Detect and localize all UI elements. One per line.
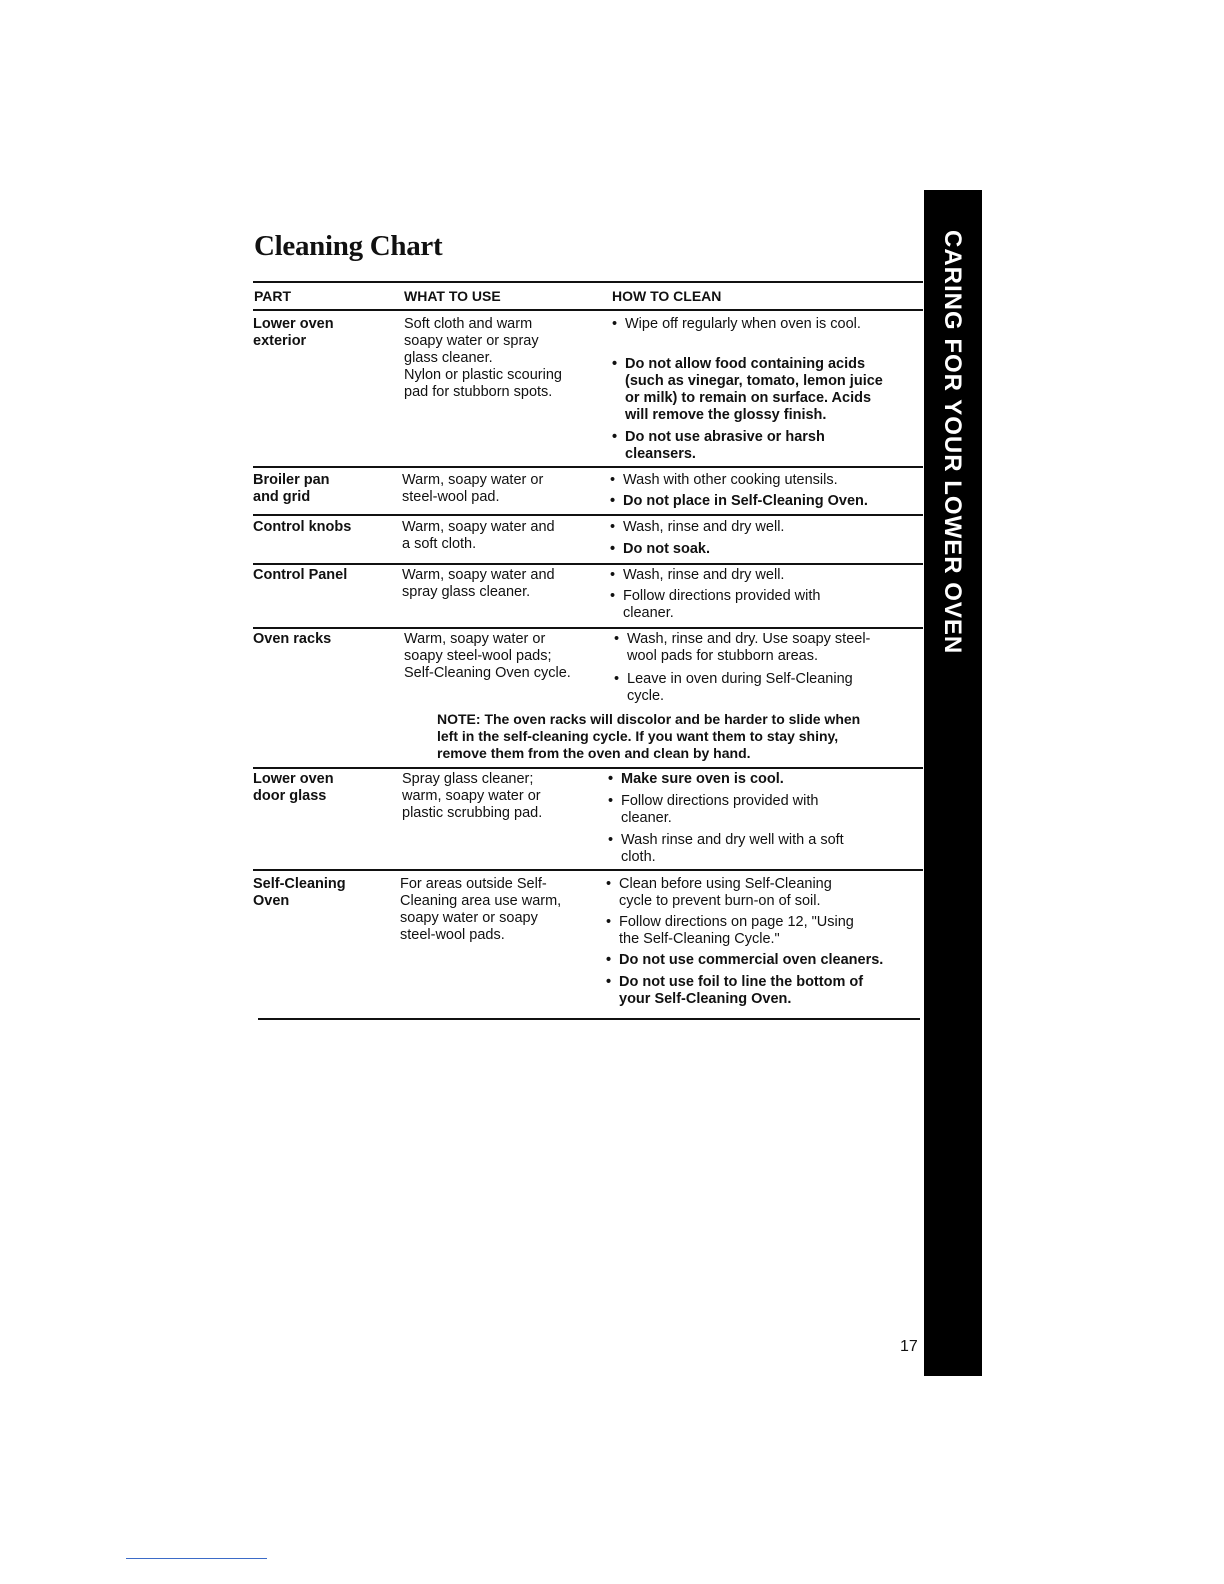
how-line: Do not use foil to line the bottom of (619, 974, 864, 990)
how-line: your Self-Cleaning Oven. (619, 991, 792, 1007)
what-line: soapy steel-wool pads; (404, 648, 552, 664)
what-line: Spray glass cleaner; (402, 771, 534, 787)
header-how-to-clean: HOW TO CLEAN (612, 288, 722, 304)
part-name (253, 472, 330, 506)
how-line: Do not allow food containing acids (625, 356, 866, 372)
what-line: steel-wool pad. (402, 489, 500, 505)
footer-rule (126, 1558, 267, 1559)
how-line: Do not soak. (623, 541, 711, 557)
what-line: soapy water or spray (404, 333, 539, 349)
how-line: cloth. (621, 849, 656, 865)
bullet-icon: • (610, 541, 616, 557)
how-line: Do not use commercial oven cleaners. (619, 952, 884, 968)
how-to-clean-item (608, 771, 784, 788)
bullet-icon: • (610, 519, 616, 535)
how-line: Wipe off regularly when oven is cool. (625, 316, 861, 332)
bullet-icon: • (608, 793, 614, 809)
what-to-use (404, 631, 571, 682)
how-line: Do not use abrasive or harsh (625, 429, 825, 445)
what-line: pad for stubborn spots. (404, 384, 553, 400)
how-line: Leave in oven during Self-Cleaning (627, 671, 853, 687)
bullet-icon: • (608, 771, 614, 787)
part-name (253, 316, 334, 350)
part-name (253, 519, 351, 536)
how-line: Wash, rinse and dry well. (623, 567, 785, 583)
part-line: Oven (253, 893, 290, 909)
how-to-clean-item (614, 631, 870, 665)
how-line: will remove the glossy finish. (625, 407, 827, 423)
what-line: Warm, soapy water and (402, 519, 555, 535)
bullet-icon: • (612, 356, 618, 372)
bullet-icon: • (606, 876, 612, 892)
how-to-clean-item (610, 493, 868, 510)
how-line: cleaner. (621, 810, 672, 826)
what-line: Warm, soapy water or (404, 631, 546, 647)
bullet-icon: • (610, 472, 616, 488)
how-to-clean-item (608, 832, 844, 866)
bullet-icon: • (610, 588, 616, 604)
how-to-clean-item (612, 316, 861, 333)
part-line: Oven racks (253, 631, 332, 647)
what-line: spray glass cleaner. (402, 584, 531, 600)
bullet-icon: • (610, 567, 616, 583)
what-line: For areas outside Self- (400, 876, 547, 892)
how-to-clean-item (610, 472, 838, 489)
bullet-icon: • (612, 316, 618, 332)
what-to-use (402, 771, 542, 822)
how-line: or milk) to remain on surface. Acids (625, 390, 872, 406)
how-line: wool pads for stubborn areas. (627, 648, 819, 664)
row-rule (253, 563, 923, 565)
how-line: Follow directions provided with (621, 793, 819, 809)
what-line: Nylon or plastic scouring (404, 367, 562, 383)
how-line: the Self-Cleaning Cycle." (619, 931, 780, 947)
page-number: 17 (900, 1338, 918, 1355)
page-title: Cleaning Chart (254, 230, 443, 262)
header-what-to-use: WHAT TO USE (404, 288, 501, 304)
what-line: glass cleaner. (404, 350, 493, 366)
part-line: Control Panel (253, 567, 348, 583)
how-line: Wash rinse and dry well with a soft (621, 832, 844, 848)
how-line: Clean before using Self-Cleaning (619, 876, 832, 892)
what-to-use (400, 876, 561, 944)
part-line: Lower oven (253, 771, 334, 787)
how-line: (such as vinegar, tomato, lemon juice (625, 373, 883, 389)
section-tab (924, 190, 982, 1376)
how-line: Make sure oven is cool. (621, 771, 784, 787)
how-line: cycle to prevent burn-on of soil. (619, 893, 821, 909)
bullet-icon: • (606, 952, 612, 968)
row-rule (253, 767, 923, 769)
what-line: Cleaning area use warm, (400, 893, 562, 909)
bullet-icon: • (614, 631, 620, 647)
how-to-clean-item (606, 974, 863, 1008)
how-to-clean-item (610, 519, 784, 536)
how-line: cleansers. (625, 446, 696, 462)
what-line: Self-Cleaning Oven cycle. (404, 665, 571, 681)
part-name (253, 876, 346, 910)
how-to-clean-item (608, 793, 818, 827)
row-rule (253, 514, 923, 516)
row-rule (253, 627, 923, 629)
what-line: a soft cloth. (402, 536, 477, 552)
how-line: Follow directions provided with (623, 588, 821, 604)
how-line: Wash, rinse and dry. Use soapy steel- (627, 631, 871, 647)
header-part: PART (254, 288, 292, 304)
note-line: remove them from the oven and clean by hand. (437, 745, 751, 761)
bullet-icon: • (612, 429, 618, 445)
part-name (253, 631, 331, 648)
row-rule (258, 1018, 920, 1020)
part-name (253, 567, 347, 584)
bullet-icon: • (606, 914, 612, 930)
how-line: cleaner. (623, 605, 674, 621)
what-line: warm, soapy water or (402, 788, 541, 804)
part-line: and grid (253, 489, 311, 505)
row-rule (253, 466, 923, 468)
what-line: steel-wool pads. (400, 927, 505, 943)
header-bottom-rule (253, 309, 923, 311)
how-to-clean-item (610, 541, 710, 558)
what-to-use (402, 519, 555, 553)
part-line: Self-Cleaning (253, 876, 346, 892)
part-name (253, 771, 334, 805)
what-line: Soft cloth and warm (404, 316, 533, 332)
part-line: Control knobs (253, 519, 352, 535)
part-line: door glass (253, 788, 327, 804)
how-line: Do not place in Self-Cleaning Oven. (623, 493, 868, 509)
note-line: left in the self-cleaning cycle. If you want them to stay shiny, (437, 728, 839, 744)
how-to-clean-item (610, 588, 820, 622)
part-line: Lower oven (253, 316, 334, 332)
part-line: Broiler pan (253, 472, 330, 488)
bullet-icon: • (608, 832, 614, 848)
section-tab-label: CARING FOR YOUR LOWER OVEN (939, 230, 966, 655)
what-to-use (404, 316, 562, 401)
how-line: Follow directions on page 12, "Using (619, 914, 854, 930)
how-line: cycle. (627, 688, 665, 704)
what-line: plastic scrubbing pad. (402, 805, 543, 821)
what-line: Warm, soapy water or (402, 472, 544, 488)
row-rule (253, 869, 923, 871)
how-line: Wash with other cooking utensils. (623, 472, 838, 488)
how-to-clean-item (614, 671, 853, 705)
how-to-clean-item (612, 429, 825, 463)
how-to-clean-item (606, 876, 832, 910)
how-to-clean-item (606, 914, 854, 948)
what-to-use (402, 567, 555, 601)
bullet-icon: • (610, 493, 616, 509)
how-line: Wash, rinse and dry well. (623, 519, 785, 535)
header-top-rule (253, 281, 923, 283)
note-line: NOTE: The oven racks will discolor and be harder to slide when (437, 711, 861, 727)
what-to-use (402, 472, 543, 506)
how-to-clean-item (606, 952, 883, 969)
oven-racks-note (437, 711, 927, 762)
bullet-icon: • (614, 671, 620, 687)
bullet-icon: • (606, 974, 612, 990)
how-to-clean-item (612, 356, 883, 424)
what-line: Warm, soapy water and (402, 567, 555, 583)
what-line: soapy water or soapy (400, 910, 538, 926)
how-to-clean-item (610, 567, 784, 584)
part-line: exterior (253, 333, 307, 349)
